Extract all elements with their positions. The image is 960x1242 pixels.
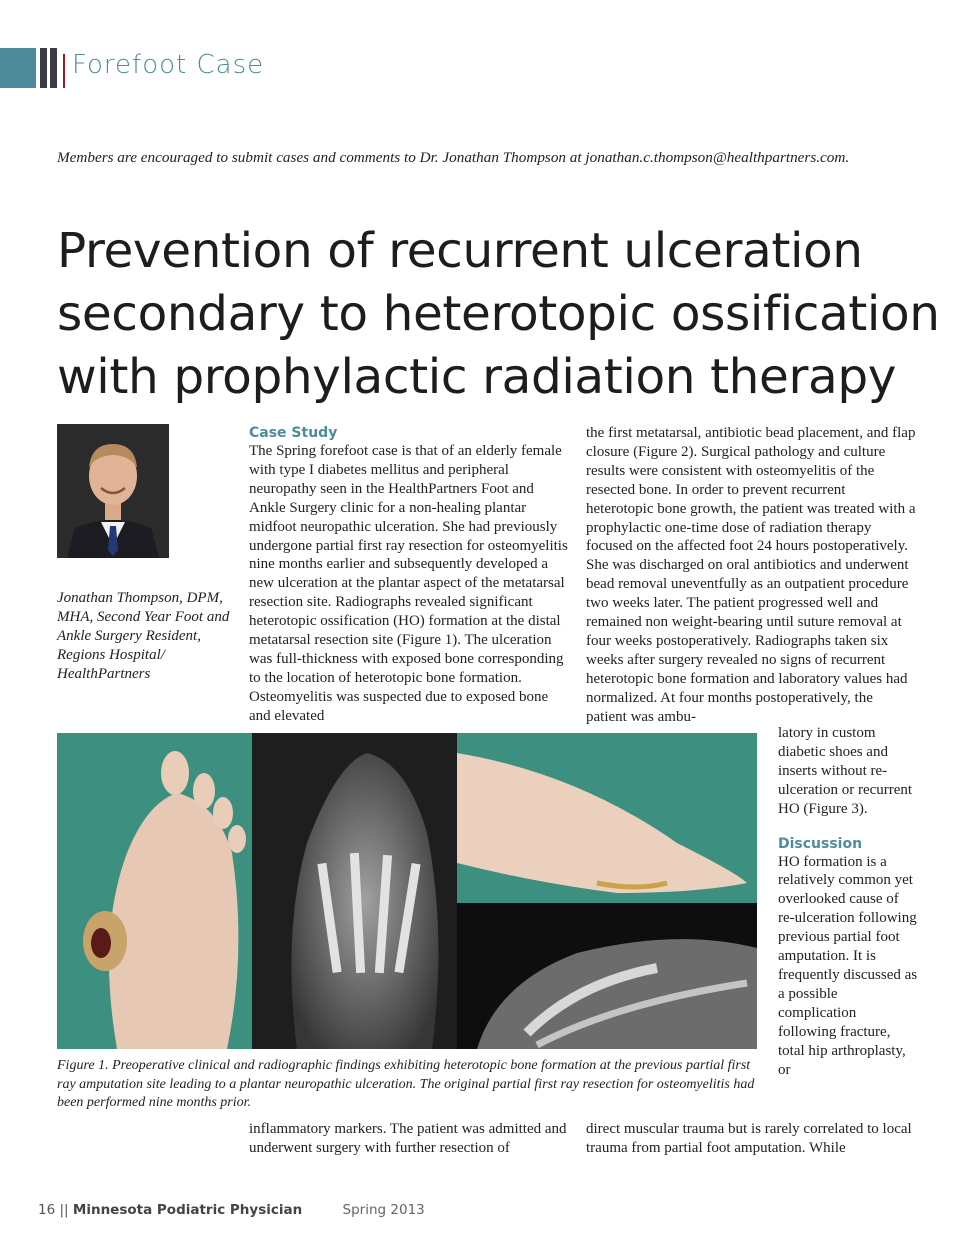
ap-radiograph bbox=[252, 733, 457, 1049]
lateral-foot-photo bbox=[457, 733, 757, 903]
submission-note: Members are encouraged to submit cases and comments to Dr. Jonathan Thompson at jonathan.c.thompson@healthpartners.com. bbox=[57, 149, 850, 166]
section-label: Forefoot Case bbox=[72, 50, 265, 80]
clinical-foot-photo bbox=[57, 733, 252, 1049]
footer-separator: || bbox=[59, 1202, 69, 1218]
figure-1-images bbox=[57, 733, 757, 1049]
figure-1-caption: Figure 1. Preoperative clinical and radiographic findings exhibiting heterotopic bone formation at the previous partial first ray amputation site leading to a plantar neuropathic ulceration. The original partial first ray resection for osteomyelitis had been performed nine months prior. bbox=[57, 1058, 755, 1110]
right-column bbox=[586, 424, 916, 727]
issue-season: Spring 2013 bbox=[342, 1202, 425, 1218]
headline-line-2: secondary to heterotopic ossification bbox=[57, 286, 940, 342]
author-caption: Jonathan Thompson, DPM, MHA, Second Year Foot and Ankle Surgery Resident, Regions Hospital/ HealthPartners bbox=[57, 590, 230, 682]
case-study-heading: Case Study bbox=[249, 425, 338, 441]
bottom-right-text: direct muscular trauma but is rarely correlated to local trauma from partial foot amputation. While bbox=[586, 1121, 912, 1156]
discussion-paragraph: HO formation is a relatively common yet overlooked cause of re-ulceration following previous partial foot amputation. It is frequently discussed as a possible complication following fracture, total hip arthroplasty, or bbox=[778, 853, 918, 1078]
lateral-radiograph bbox=[457, 903, 757, 1049]
headline-line-1: Prevention of recurrent ulceration bbox=[57, 223, 863, 279]
narrow-column bbox=[778, 724, 918, 1079]
page-number: 16 bbox=[38, 1202, 56, 1218]
header-bar-left bbox=[40, 48, 47, 88]
headline-line-3: with prophylactic radiation therapy bbox=[57, 349, 897, 405]
case-study-conclusion: latory in custom diabetic shoes and inserts without re-ulceration or recurrent HO (Figure 3). bbox=[778, 725, 913, 817]
discussion-heading: Discussion bbox=[778, 835, 863, 852]
header-color-block bbox=[0, 48, 36, 88]
case-study-paragraph: The Spring forefoot case is that of an elderly female with type I diabetes mellitus and peripheral neuropathy seen in the HealthPartners Foot and Ankle Surgery clinic for a non-healing plantar midfoot neuropathic ulceration. She had previously undergone partial first ray resection for osteomyelitis nine months earlier and subsequently developed a new ulceration at the plantar aspect of the metatarsal resection site. Radiographs revealed significant heterotopic ossification (HO) formation at the distal metatarsal resection site (Figure 1). The ulceration was full-thickness with exposed bone corresponding to the location of heterotopic bone formation. Osteomyelitis was suspected due to exposed bone and elevated bbox=[249, 443, 568, 724]
publication-name: Minnesota Podiatric Physician bbox=[72, 1202, 303, 1218]
case-study-continued: the first metatarsal, antibiotic bead placement, and flap closure (Figure 2). Surgical pathology and culture results were consistent with osteomyelitis of the resected bone. In order to prevent recurrent heterotopic bone growth, the patient was treated with a prophylactic one-time dose of radiation therapy focused on the affected foot 24 hours postoperatively. She was discharged on oral antibiotics and underwent bead removal uneventfully as an outpatient procedure two weeks later. The patient progressed well and remained non weight-bearing until suture removal at four weeks postoperatively. Radiographs taken six weeks after surgery revealed no signs of recurrent heterotopic bone formation and laboratory values had normalized. At four months postoperatively, the patient was ambu- bbox=[586, 425, 916, 725]
header-accent-line bbox=[63, 54, 65, 88]
bottom-mid-text: inflammatory markers. The patient was admitted and underwent surgery with further resection of bbox=[249, 1121, 567, 1156]
page-footer bbox=[38, 1202, 425, 1218]
author-photo bbox=[57, 424, 169, 558]
article-headline bbox=[57, 220, 940, 409]
case-study-column bbox=[249, 424, 569, 726]
header-bar-right bbox=[50, 48, 57, 88]
